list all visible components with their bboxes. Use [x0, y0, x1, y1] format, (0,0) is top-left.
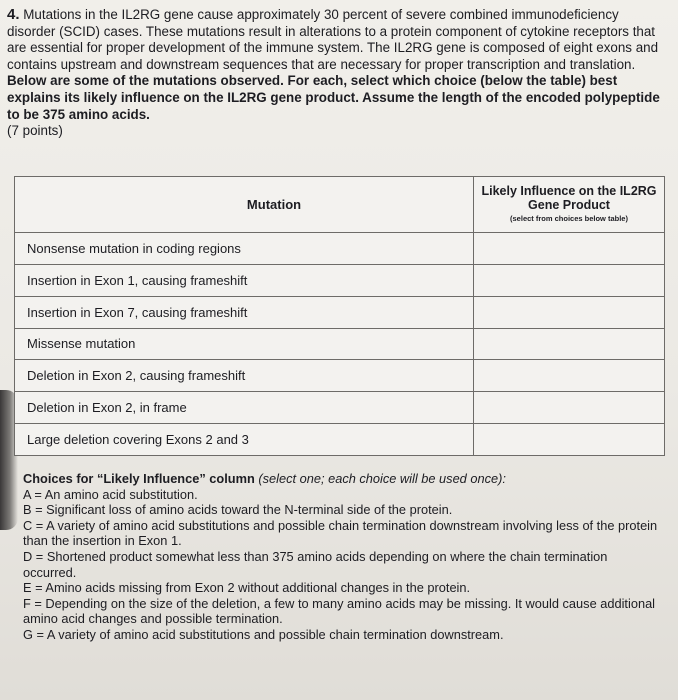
mutation-cell: Nonsense mutation in coding regions — [15, 233, 474, 265]
choices-title-note: (select one; each choice will be used once): — [258, 471, 506, 486]
answer-cell[interactable] — [474, 424, 665, 456]
column-header-mutation: Mutation — [15, 177, 474, 233]
table-row — [15, 233, 665, 265]
table-row — [15, 264, 665, 296]
mutation-cell: Insertion in Exon 1, causing frameshift — [15, 264, 474, 296]
mutation-cell: Large deletion covering Exons 2 and 3 — [15, 424, 474, 456]
mutation-table — [14, 176, 665, 456]
mutation-cell: Deletion in Exon 2, causing frameshift — [15, 360, 474, 392]
table-row — [15, 424, 665, 456]
mutation-cell: Missense mutation — [15, 328, 474, 360]
question-block — [7, 7, 667, 140]
choice-item: A = An amino acid substitution. — [23, 486, 198, 502]
question-number: 4. — [7, 6, 20, 23]
question-points: (7 points) — [7, 123, 63, 139]
answer-cell[interactable] — [474, 392, 665, 424]
question-intro: Mutations in the IL2RG gene cause approximately 30 percent of severe combined immunodeficiency disorder (SCID) cases. These mutations result in alterations to a protein component of cytokine receptors that are essential for proper development of the immune system. The IL2RG gene is composed of eight exons and contains upstream and downstream sequences that are necessary for proper transcription and translation. — [7, 7, 659, 72]
column-header-influence-label: Likely Influence on the IL2RG Gene Product — [481, 183, 657, 212]
answer-cell[interactable] — [474, 296, 665, 328]
choices-title-label: Choices for “Likely Influence” column — [23, 471, 255, 486]
table-row — [15, 296, 665, 328]
choice-item: C = A variety of amino acid substitutions and possible chain termination downstream involving less of the protein than the insertion in Exon 1. — [23, 517, 658, 549]
choices-block — [23, 471, 663, 643]
table-row — [15, 392, 665, 424]
choice-item: B = Significant loss of amino acids toward the N-terminal side of the protein. — [23, 502, 453, 518]
choice-item: E = Amino acids missing from Exon 2 without additional changes in the protein. — [23, 580, 471, 596]
table-row — [15, 328, 665, 360]
table-row — [15, 360, 665, 392]
mutation-cell: Insertion in Exon 7, causing frameshift — [15, 296, 474, 328]
answer-cell[interactable] — [474, 360, 665, 392]
answer-cell[interactable] — [474, 233, 665, 265]
table-header-row — [15, 177, 665, 233]
question-instruction: Below are some of the mutations observed. For each, select which choice (below the table) best explains its likely influence on the IL2RG gene product. Assume the length of the encoded polypeptide to be 375 amino acids. — [7, 73, 660, 122]
mutation-cell: Deletion in Exon 2, in frame — [15, 392, 474, 424]
choice-item: F = Depending on the size of the deletion, a few to many amino acids may be missing. It would cause additional amino acid changes and possible termination. — [23, 595, 656, 627]
choices-title — [23, 471, 663, 487]
choice-item: G = A variety of amino acid substitutions and possible chain termination downstream. — [23, 626, 504, 642]
column-header-influence-sub: (select from choices below table) — [510, 213, 628, 223]
answer-cell[interactable] — [474, 264, 665, 296]
column-header-influence — [474, 177, 665, 233]
choice-item: D = Shortened product somewhat less than 375 amino acids depending on where the chain termination occurred. — [23, 548, 608, 580]
answer-cell[interactable] — [474, 328, 665, 360]
